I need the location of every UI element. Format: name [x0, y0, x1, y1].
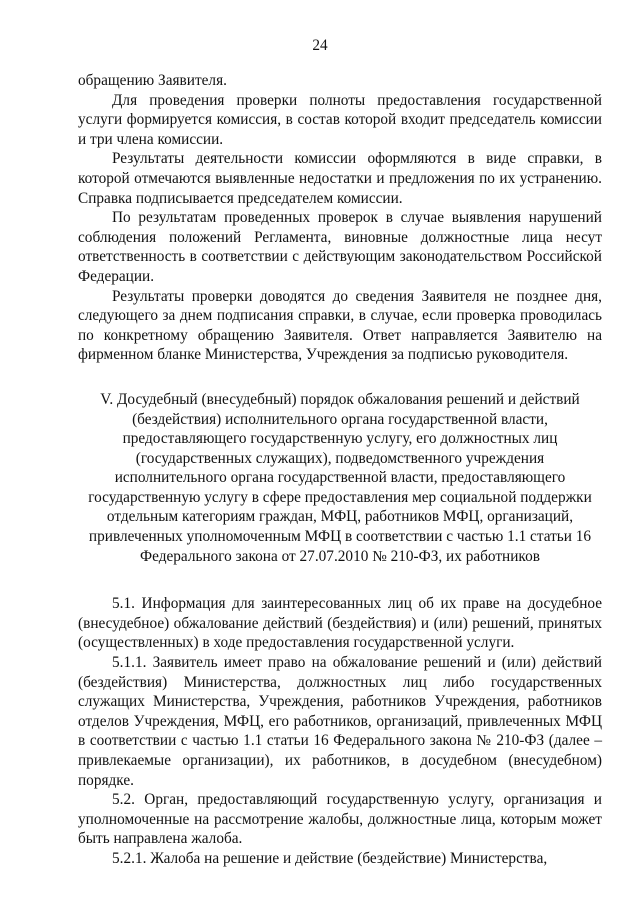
paragraph-commission-results: Результаты деятельности комиссии оформляются в виде справки, в которой отмечаются выявленные недостатки и предложения по их устранению. Справка подписывается председателем комиссии.: [78, 150, 602, 207]
paragraph-5-2-1: 5.2.1. Жалоба на решение и действие (бездействие) Министерства,: [112, 849, 548, 867]
paragraph-violations: По результатам проведенных проверок в случае выявления нарушений соблюдения положений Регламента, виновные должностные лица несут ответственность в соответствии с действующим законодательством Российской Федерации.: [78, 209, 602, 285]
document-body: [78, 71, 602, 869]
section-heading: V. Досудебный (внесудебный) порядок обжалования решений и действий (бездействия) исполнительного органа государственной власти, предоставляющего государственную услугу, его должностных лиц (государственных служащих), подведомственного учреждения исполнительного органа государственной власти, предоставляющего государственную услугу в сфере предоставления мер социальной поддержки отдельным категориям граждан, МФЦ, работников МФЦ, организаций, привлеченных уполномоченным МФЦ в соответствии с частью 1.1 статьи 16 Федерального закона от 27.07.2010 № 210-ФЗ, их работников: [88, 390, 592, 565]
page-number: 24: [312, 37, 328, 54]
paragraph-5-1: 5.1. Информация для заинтересованных лиц об их праве на досудебное (внесудебное) обжалование действий (бездействия) и (или) решений, принятых (осуществленных) в ходе предоставления государственной услуги.: [78, 595, 602, 652]
paragraph-commission: Для проведения проверки полноты предоставления государственной услуги формируется комиссия, в состав которой входит председатель комиссии и три члена комиссии.: [78, 91, 602, 148]
paragraph-5-1-1: 5.1.1. Заявитель имеет право на обжалование решений и (или) действий (бездействия) Министерства, должностных лиц либо государственных служащих Министерства, Учреждения, работников Учреждения, работников отделов Учреждения, МФЦ, его работников, организаций, привлеченных МФЦ в соответствии с частью 1.1 статьи 16 Федерального закона № 210-ФЗ (далее – привлекаемые организации), их работников, в досудебном (внесудебном) порядке.: [78, 654, 602, 789]
paragraph-inspection-results: Результаты проверки доводятся до сведения Заявителя не позднее дня, следующего за днем подписания справки, в случае, если проверка проводилась по конкретному обращению Заявителя. Ответ направляется Заявителю на фирменном бланке Министерства, Учреждения за подписью руководителя.: [78, 287, 602, 364]
paragraph-continuation: обращению Заявителя.: [78, 72, 227, 89]
paragraph-5-2: 5.2. Орган, предоставляющий государственную услугу, организация и уполномоченные на рассмотрение жалобы, должностные лица, которым может быть направлена жалоба.: [78, 791, 602, 848]
